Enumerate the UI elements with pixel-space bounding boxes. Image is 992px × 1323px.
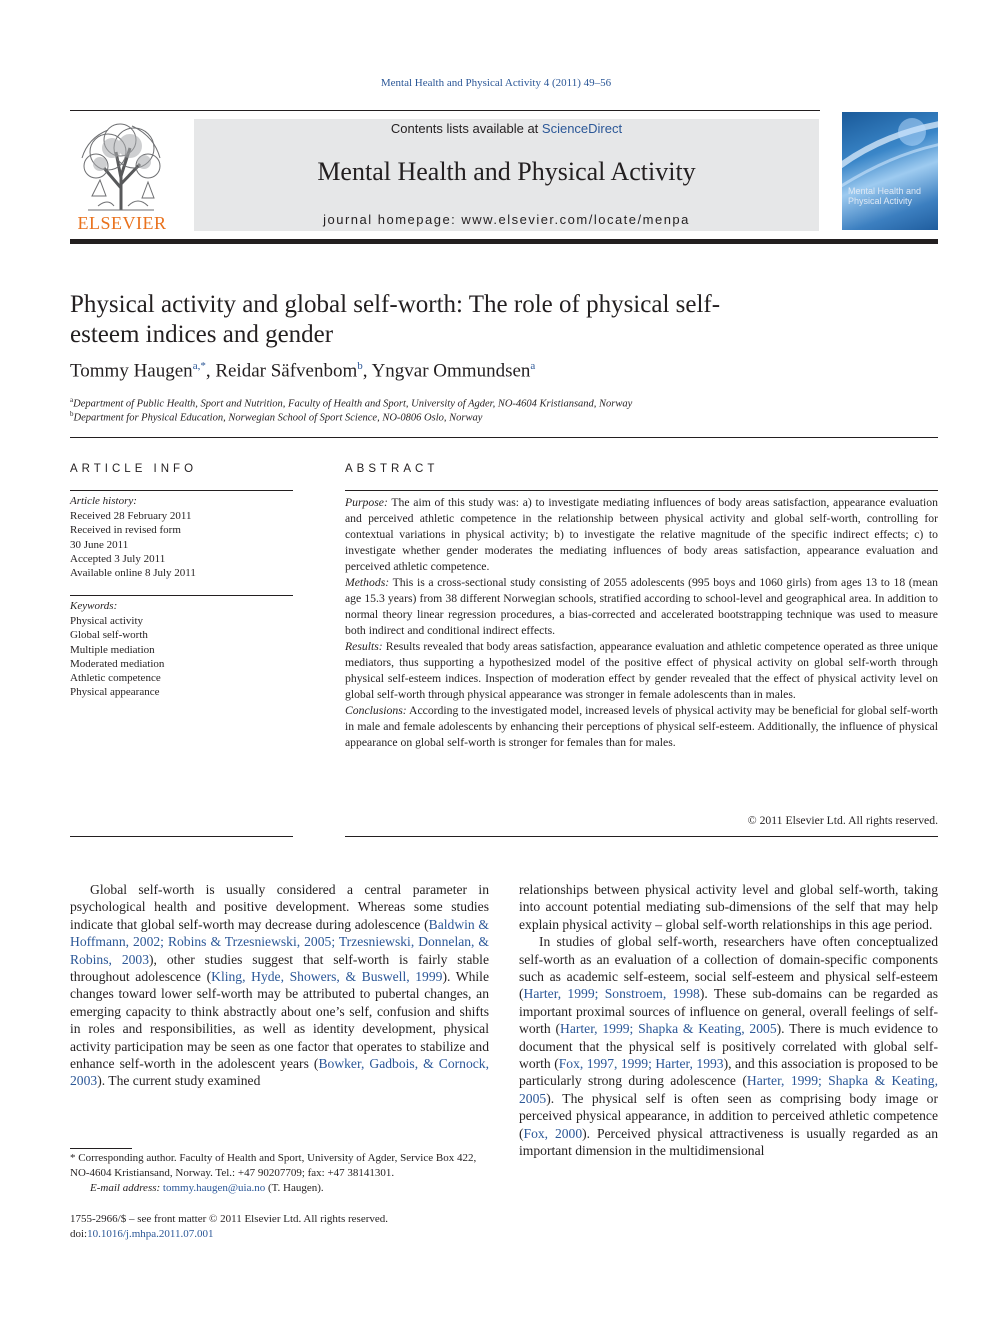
email-suffix: (T. Haugen). (265, 1182, 324, 1194)
section-rule (345, 490, 938, 491)
keyword: Global self-worth (70, 629, 148, 642)
article-title: Physical activity and global self-worth: The role of physical self-esteem indices and gender (70, 291, 721, 348)
abstract-text: This is a cross-sectional study consisting of 2055 adolescents (995 boys and 1060 girls) from ages 13 to 18 (mean age 15.3 years) from 38 different Norwegian schools, stratified according to school-level and geographical area. In addition to normal theory linear regression procedures, a bias-corrected and accelerated bootstrapping technique was used to measure both indirect and conditional indirect effects. (345, 576, 938, 637)
keyword: Moderated mediation (70, 657, 165, 670)
body-text: ). The current study examined (97, 1073, 261, 1089)
body-text: Global self-worth is usually considered a central parameter in psychological health and positive development. Whereas some studies indicate that global self-worth may decrease during adolescence ( (70, 882, 489, 932)
section-rule (70, 490, 293, 491)
footnote-text: * Corresponding author. Faculty of Health and Sport, University of Agder, Service Box 422, NO-4604 Kristiansand, Norway. Tel.: +47 90207709; fax: +47 38141301. (70, 1152, 477, 1179)
abstract-label: Results: (345, 640, 383, 653)
citation-link[interactable]: Harter, 1999; Shapka & Keating, 2005 (519, 1073, 938, 1106)
body-paragraph (70, 881, 489, 1090)
journal-reference[interactable]: Mental Health and Physical Activity 4 (2011) 49–56 (380, 77, 612, 89)
contents-prefix: Contents lists available at (390, 121, 542, 136)
body-paragraph (519, 933, 938, 1159)
journal-title: Mental Health and Physical Activity (317, 157, 696, 186)
keyword-list (70, 614, 164, 700)
corresponding-author-footnote (70, 1151, 490, 1196)
abstract-heading: ABSTRACT (345, 463, 439, 475)
keyword: Physical activity (70, 615, 144, 627)
body-paragraph: relationships between physical activity level and global self-worth, taking into account potential mediating sub-dimensions of the self that may help explain physical activity – global self-worth relationships in this age period. (519, 882, 938, 932)
abstract-text: Results revealed that body areas satisfaction, appearance evaluation and athletic competence operated as three unique mediators, thus supporting a hypothesized model of the positive effect of physical activity on global self-worth through physical self-esteem indices. Inspection of moderation effect by gender revealed that the effect of physical activity level on global self-worth through physical appearance was stronger in female adolescents than in males. (345, 640, 938, 701)
history-item: Available online 8 July 2011 (70, 567, 196, 580)
history-item: Received 28 February 2011 (70, 510, 192, 522)
keyword: Athletic competence (70, 672, 161, 685)
body-text: ). Perceived physical attractiveness is usually regarded as an important dimension in the multidimensional (519, 1125, 939, 1159)
header-top-rule (70, 110, 820, 111)
title-rule (70, 437, 938, 438)
doi-link[interactable]: 10.1016/j.mhpa.2011.07.001 (87, 1228, 214, 1240)
history-list (70, 509, 196, 580)
elsevier-wordmark: ELSEVIER (77, 213, 167, 233)
section-rule (70, 836, 293, 837)
footnote-rule (70, 1148, 132, 1149)
history-label: Article history: (70, 495, 137, 507)
keyword: Multiple mediation (70, 643, 155, 656)
doi-label: doi: (70, 1228, 88, 1240)
abstract-label: Methods: (345, 576, 390, 589)
body-text: ). The physical self is often seen as comprising body image or perceived physical appearance, in addition to perceived athletic competence ( (519, 1090, 938, 1141)
history-item: 30 June 2011 (70, 538, 129, 551)
doi-line (70, 1227, 388, 1242)
abstract-methods (345, 575, 938, 639)
abstract-label: Conclusions: (345, 704, 407, 717)
body-column-left (70, 881, 489, 1090)
affiliation-text: Department of Public Health, Sport and Nutrition, Faculty of Health and Sport, University of Agder, NO-4604 Kristiansand, Norway (73, 398, 633, 410)
contents-line (194, 121, 819, 136)
body-text: ). These sub-domains can be regarded as important proximal sources of influence on general, overall feelings of self-worth ( (519, 986, 938, 1037)
keywords-label: Keywords: (70, 600, 118, 612)
email-line (70, 1181, 490, 1196)
issn-line: 1755-2966/$ – see front matter © 2011 Elsevier Ltd. All rights reserved. (70, 1213, 389, 1225)
author-name[interactable]: Tommy Haugen (70, 360, 193, 382)
affiliation (70, 410, 482, 424)
article-info-heading: ARTICLE INFO (70, 463, 198, 475)
author-affil-mark[interactable]: a (530, 360, 536, 372)
author-name[interactable]: Yngvar Ommundsen (371, 360, 531, 382)
body-text: ). While changes toward lower self-worth may be attributed to pubertal changes, an emerging capacity to think abstractly about one’s self, confusion and shifts in roles and responsibilities, as well as identity development, physical activity participation may be seen as one factor that operates to stabilize and enhance self-worth in the adolescent years ( (70, 969, 489, 1072)
author-affil-mark[interactable]: a,* (192, 360, 206, 372)
sciencedirect-link[interactable]: ScienceDirect (541, 121, 623, 136)
author-name[interactable]: Reidar Säfvenbom (215, 360, 358, 382)
abstract-conclusions (345, 703, 938, 751)
history-item: Received in revised form (70, 524, 181, 537)
abstract-label: Purpose: (345, 496, 388, 509)
email-link[interactable]: tommy.haugen@uia.no (162, 1182, 266, 1194)
abstract-text: According to the investigated model, increased levels of physical activity may be beneficial for global self-worth in male and female adolescents by enhancing their perceptions of physical self-esteem. Additionally, the influence of physical appearance on global self-worth is stronger for females than for males. (345, 704, 938, 749)
citation-link[interactable]: Fox, 1997, 1999; Harter, 1993 (558, 1056, 724, 1072)
abstract-body (345, 495, 938, 751)
citation-link[interactable]: Kling, Hyde, Showers, & Buswell, 1999 (211, 969, 443, 985)
body-text: ). There is much evidence to document that the physical self is positively correlated with global self-worth ( (519, 1021, 939, 1072)
header-bottom-rule (70, 239, 938, 244)
abstract-text: The aim of this study was: a) to investigate mediating influences of body areas satisfaction, appearance evaluation and perceived athletic competence in the relationship between physical activity and global self-worth, controlling for contextual variations in physical activity; b) to investigate the relative magnitude of the specific indirect effects; c) to investigate whether gender moderates the mediating influences of body areas satisfaction, appearance evaluation and perceived athletic competence. (345, 496, 938, 573)
journal-homepage[interactable]: journal homepage: www.elsevier.com/locate/menpa (323, 212, 690, 227)
citation-link[interactable]: Harter, 1999; Sonstroem, 1998 (523, 986, 700, 1002)
body-text: ), other studies suggest that self-worth is fairly stable throughout adolescence ( (70, 951, 489, 985)
affiliation (70, 396, 632, 410)
affiliation-mark: a (70, 396, 74, 404)
abstract-purpose (345, 495, 938, 575)
section-rule (70, 595, 293, 596)
affiliation-text: Department for Physical Education, Norwegian School of Sport Science, NO-0806 Oslo, Norway (73, 412, 483, 424)
body-column-right (519, 881, 938, 1160)
body-text: ), and this association is proposed to be particularly strong during adolescence ( (519, 1056, 939, 1089)
citation-link[interactable]: Harter, 1999; Shapka & Keating, 2005 (560, 1021, 777, 1037)
issn-block (70, 1212, 388, 1242)
abstract-copyright: © 2011 Elsevier Ltd. All rights reserved. (747, 814, 938, 827)
citation-link[interactable]: Bowker, Gadbois, & Cornock, 2003 (70, 1056, 489, 1089)
affiliation-mark: b (70, 410, 74, 418)
cover-art (842, 112, 938, 230)
email-label: E-mail address: (90, 1182, 161, 1194)
citation-link[interactable]: Fox, 2000 (523, 1125, 583, 1141)
keyword: Physical appearance (70, 686, 160, 699)
section-rule (345, 836, 938, 837)
citation-link[interactable]: Baldwin & Hoffmann, 2002; Robins & Trzesniewski, 2005; Trzesniewski, Donnelan, & Robins, 2003 (70, 916, 489, 967)
cover-title: Mental Health and Physical Activity (848, 186, 922, 206)
body-text: In studies of global self-worth, researchers have often conceptualized self-worth as an evaluation of a collection of domain-specific components such as academic self-esteem, social self-esteem and physical self-esteem ( (519, 934, 938, 1002)
author-affil-mark[interactable]: b (357, 360, 363, 372)
journal-masthead (194, 119, 819, 231)
history-item: Accepted 3 July 2011 (70, 552, 166, 565)
abstract-results (345, 639, 938, 703)
journal-cover-image (842, 112, 938, 230)
author-list: Tommy Haugen$^{a,*}$, Reidar Säfvenbom$^b$, Yngvar Ommundsen$^a$ (70, 360, 536, 382)
